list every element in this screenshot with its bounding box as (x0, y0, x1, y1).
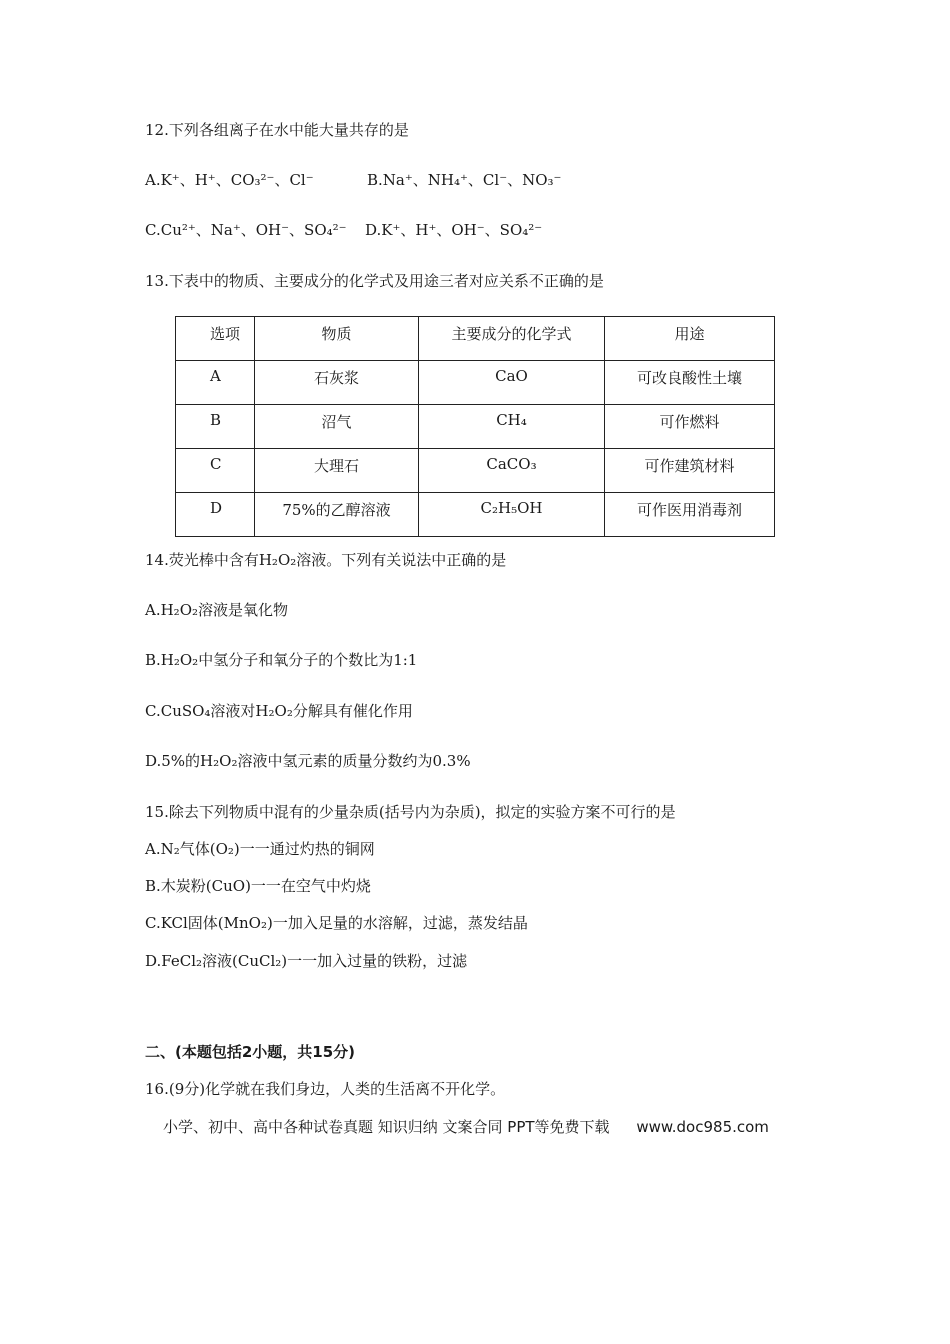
q16-stem: 16.(9分)化学就在我们身边，人类的生活离不开化学。 (145, 1080, 506, 1098)
table-cell: CaCO₃ (419, 449, 605, 493)
table-row (176, 405, 775, 449)
q14-option-c: C.CuSO₄溶液对H₂O₂分解具有催化作用 (145, 702, 413, 720)
q12-option-c: C.Cu²⁺、Na⁺、OH⁻、SO₄²⁻ (145, 221, 347, 239)
table-cell: B (176, 405, 255, 449)
q14-option-b: B.H₂O₂中氢分子和氧分子的个数比为1:1 (145, 651, 418, 669)
table-cell: 可作医用消毒剂 (605, 493, 775, 537)
table-cell: CH₄ (419, 405, 605, 449)
table-cell: 大理石 (255, 449, 419, 493)
q12-stem: 12.下列各组离子在水中能大量共存的是 (145, 121, 409, 139)
table-cell: 75%的乙醇溶液 (255, 493, 419, 537)
q15-option-a: A.N₂气体(O₂)一一通过灼热的铜网 (145, 840, 375, 858)
table-header-cell: 物质 (255, 317, 419, 361)
q14-option-a: A.H₂O₂溶液是氧化物 (145, 601, 289, 619)
table-cell: 石灰浆 (255, 361, 419, 405)
q13-stem: 13.下表中的物质、主要成分的化学式及用途三者对应关系不正确的是 (145, 272, 604, 290)
footer-text: 小学、初中、高中各种试卷真题 知识归纳 文案合同 PPT等免费下载 (163, 1118, 610, 1136)
q15-option-b: B.木炭粉(CuO)一一在空气中灼烧 (145, 877, 371, 895)
footer-url[interactable]: www.doc985.com (636, 1118, 769, 1136)
q12-option-d: D.K⁺、H⁺、OH⁻、SO₄²⁻ (365, 221, 543, 239)
table-header-cell: 主要成分的化学式 (419, 317, 605, 361)
q13-table (175, 316, 775, 537)
table-cell: 可作建筑材料 (605, 449, 775, 493)
q15-option-d: D.FeCl₂溶液(CuCl₂)一一加入过量的铁粉，过滤 (145, 952, 468, 970)
table-cell: C (176, 449, 255, 493)
table-cell: A (176, 361, 255, 405)
q15-stem: 15.除去下列物质中混有的少量杂质(括号内为杂质)，拟定的实验方案不可行的是 (145, 803, 676, 821)
table-header-cell: 用途 (605, 317, 775, 361)
table-cell: 可作燃料 (605, 405, 775, 449)
section-heading: 二、(本题包括2小题，共15分) (145, 1043, 356, 1061)
table-row (176, 493, 775, 537)
table-cell: 可改良酸性土壤 (605, 361, 775, 405)
table-cell: 沼气 (255, 405, 419, 449)
table-header-cell: 选项 (176, 317, 255, 361)
q14-option-d: D.5%的H₂O₂溶液中氢元素的质量分数约为0.3% (145, 752, 471, 770)
table-row (176, 361, 775, 405)
page-footer (163, 1116, 769, 1137)
q15-option-c: C.KCl固体(MnO₂)一加入足量的水溶解，过滤，蒸发结晶 (145, 914, 528, 932)
q12-option-a: A.K⁺、H⁺、CO₃²⁻、Cl⁻ (145, 171, 314, 189)
table-cell: C₂H₅OH (419, 493, 605, 537)
table-row (176, 449, 775, 493)
q14-stem: 14.荧光棒中含有H₂O₂溶液。下列有关说法中正确的是 (145, 551, 507, 569)
table-header-row (176, 317, 775, 361)
q12-option-b: B.Na⁺、NH₄⁺、Cl⁻、NO₃⁻ (367, 171, 562, 189)
table-cell: D (176, 493, 255, 537)
table-cell: CaO (419, 361, 605, 405)
